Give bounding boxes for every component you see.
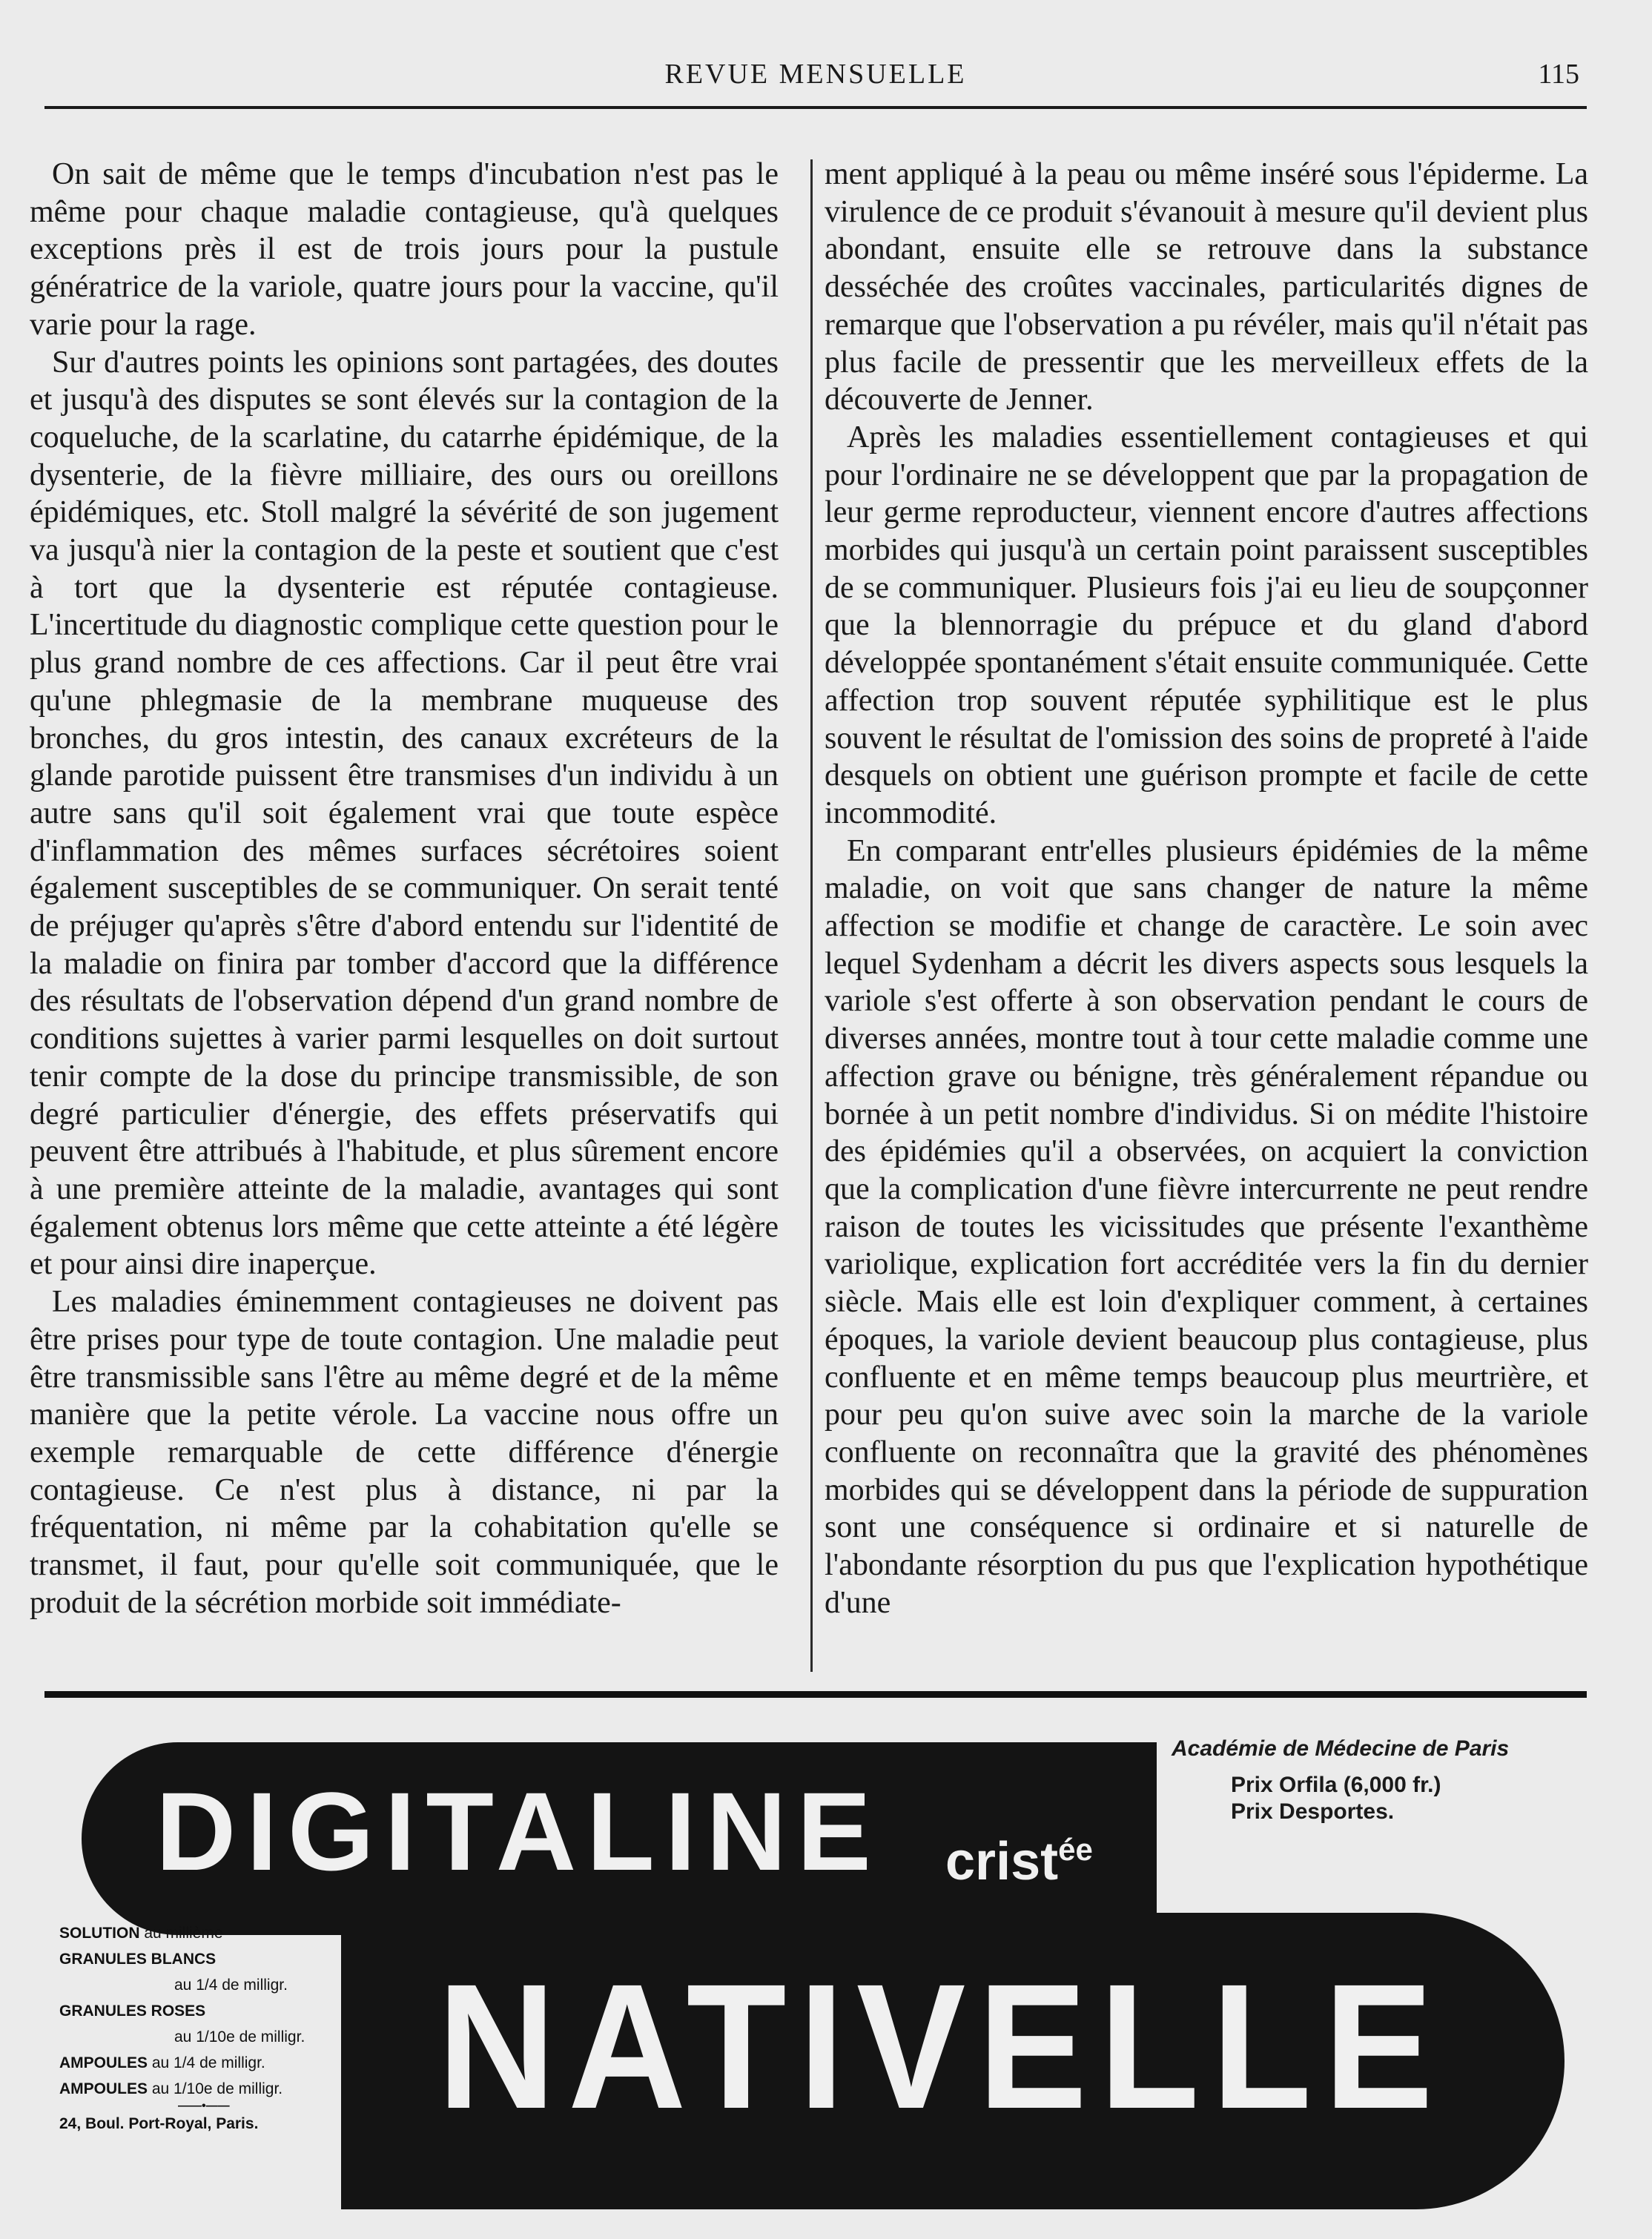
paragraph: En comparant entr'elles plusieurs épidémies de la même maladie, on voit que sans changer de nature la même affection se modifie et change de caractère. Le soin avec lequel Sydenham a décrit les divers aspects sous lesquels la variole s'est offerte à son observation pendant le cours de diverses années, montre tout à tour cette maladie comme une affection grave ou bénigne, très généralement répandue ou bornée à un petit nombre d'individus. Si on médite l'histoire des épidémies qu'il a observées, on acquiert la conviction que la complication d'une fièvre intercurrente ne peut rendre raison de toutes les vicissitudes que présente l'exanthème variolique, explication fort accréditée vers la fin du dernier siècle. Mais elle est loin d'expliquer comment, à certaines époques, la variole devient beaucoup plus contagieuse, plus confluente et en même temps beaucoup plus meurtrière, et pour peu qu'on suive avec soin la marche de la variole confluente on reconnaîtra que la gravité des phénomènes morbides qui se développent dans la période de suppuration sont une conséquence si ordinaire et si naturelle de l'abondante résorption du pus que l'explication hypothétique d'une — [825, 833, 1588, 1620]
ad-brand-digitaline: DIGITALINE — [156, 1769, 882, 1894]
ad-form-item: SOLUTION au millième — [59, 1925, 223, 1942]
ad-prix-orfila: Prix Orfila (6,000 fr.) — [1231, 1773, 1441, 1797]
ad-form-item: AMPOULES au 1/10e de milligr. — [59, 2080, 283, 2097]
paragraph: Les maladies éminemment contagieuses ne doivent pas être prises pour type de toute contagion. Une maladie peut être transmissible sans l'être au même degré et de la même manière que la petite vérole. La vaccine nous offre un exemple remarquable de cette différence d'énergie contagieuse. Ce n'est plus à distance, ni par la fréquentation, ni même par la cohabitation qu'elle se transmet, il faut, pour qu'elle soit communiquée, que le produit de la sécrétion morbide soit immédiate- — [30, 1285, 779, 1620]
paragraph: Sur d'autres points les opinions sont partagées, des doutes et jusqu'à des disputes se sont élevés sur la contagion de la coqueluche, de la scarlatine, du catarrhe épidémique, de la dysenterie, de la fièvre milliaire, des ours ou oreillons épidémiques, etc. Stoll malgré la sévérité de son jugement va jusqu'à nier la contagion de la peste et soutient que c'est à tort que la dysenterie est réputée contagieuse. L'incertitude du diagnostic complique cette question pour le plus grand nombre de ces affections. Car il peut être vrai qu'une phlegmasie de la membrane muqueuse des bronches, du gros intestin, des canaux excréteurs de la glande parotide puissent être transmises d'un individu à un autre sans qu'il soit également vrai que toute espèce d'inflammation des mêmes surfaces sécrétoires soient également susceptibles de se communiquer. On serait tenté de préjuger qu'après s'être d'abord entendu sur l'identité de la maladie on finira par tomber d'accord que la différence des résultats de l'observation dépend d'un grand nombre de conditions sujettes à varier parmi lesquelles on doit surtout tenir compte de la dose du principe transmissible, de son degré particulier d'énergie, des effets préservatifs qui peuvent être attribués à l'habitude, et plus sûrement encore à une première atteinte de la maladie, avantages qui sont également obtenus lors même que cette atteinte a été légère et pour ainsi dire inaperçue. — [30, 345, 779, 1282]
ad-form-item: au 1/10e de milligr. — [174, 2028, 305, 2045]
paragraph: ment appliqué à la peau ou même inséré sous l'épiderme. La virulence de ce produit s'évanouit à mesure qu'il devient plus abondant, ensuite elle se retrouve dans la substance desséchée des croûtes vaccinales, particularités dignes de remarque que l'observation a pu révéler, mais qu'il n'était pas plus facile de pressentir que les merveilleux effets de la découverte de Jenner. — [825, 157, 1588, 417]
header-rule — [44, 106, 1587, 109]
advertisement-rule — [44, 1691, 1587, 1698]
left-column — [30, 156, 779, 1621]
ad-forms-list — [59, 1920, 341, 2137]
running-header — [44, 52, 1587, 96]
ad-address: 24, Boul. Port-Royal, Paris. — [59, 2115, 259, 2132]
ad-academie: Académie de Médecine de Paris — [1172, 1736, 1510, 1761]
ad-brand-nativelle: NATIVELLE — [437, 1947, 1446, 2146]
ad-crist: crist$^{ée}$ — [945, 1832, 1093, 1891]
ad-form-item: GRANULES ROSES — [59, 2002, 206, 2020]
page-number: 115 — [1538, 59, 1579, 90]
advertisement — [0, 1698, 1652, 2217]
ad-form-item: GRANULES BLANCS — [59, 1951, 217, 1968]
ad-prix-desportes: Prix Desportes. — [1231, 1799, 1395, 1824]
journal-title: REVUE MENSUELLE — [664, 59, 967, 90]
ad-form-item: au 1/4 de milligr. — [174, 1977, 288, 1994]
ad-separator: ——•—— — [178, 2100, 230, 2112]
ad-form-item: AMPOULES au 1/4 de milligr. — [59, 2054, 265, 2071]
paragraph: On sait de même que le temps d'incubation n'est pas le même pour chaque maladie contagieuse, qu'à quelques exceptions près il est de trois jours pour la pustule génératrice de la variole, quatre jours pour la vaccine, qu'il varie pour la rage. — [30, 157, 779, 342]
right-column — [825, 156, 1588, 1621]
paragraph: Après les maladies essentiellement contagieuses et qui pour l'ordinaire ne se développent que par la propagation de leur germe reproducteur, viennent encore d'autres affections morbides qui jusqu'à un certain point paraissent susceptibles de se communiquer. Plusieurs fois j'ai eu lieu de soupçonner que la blennorragie du prépuce et du gland d'abord développée spontanément s'était ensuite communiquée. Cette affection trop souvent réputée syphilitique est le plus souvent le résultat de l'omission des soins de propreté à l'aide desquels on obtient une guérison prompte et facile de cette incommodité. — [825, 420, 1588, 830]
column-divider — [810, 159, 813, 1672]
